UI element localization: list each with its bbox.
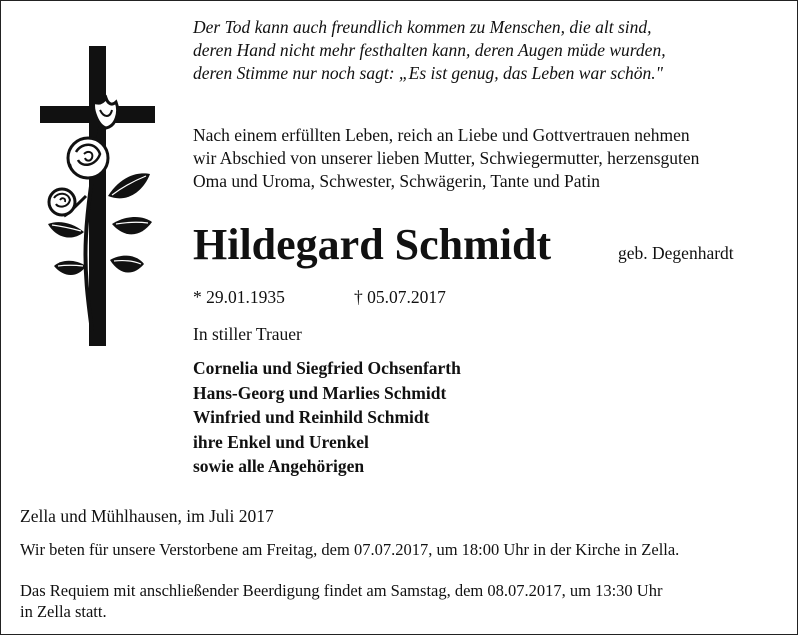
intro-line: wir Abschied von unserer lieben Mutter, Schwiegermutter, herzensguten bbox=[193, 148, 700, 168]
intro-line: Oma und Uroma, Schwester, Schwägerin, Tante und Patin bbox=[193, 171, 600, 191]
requiem-line: Das Requiem mit anschließender Beerdigung findet am Samstag, dem 08.07.2017, um 13:30 Uhr bbox=[20, 581, 663, 600]
intro-text bbox=[193, 124, 793, 193]
prayer-service-info: Wir beten für unsere Verstorbene am Freitag, dem 07.07.2017, um 18:00 Uhr in der Kirche in Zella. bbox=[20, 540, 680, 559]
poem-line: deren Hand nicht mehr festhalten kann, deren Augen müde wurden, bbox=[193, 40, 666, 60]
maiden-name: geb. Degenhardt bbox=[618, 243, 734, 263]
mourning-label: In stiller Trauer bbox=[193, 324, 302, 344]
poem-line: Der Tod kann auch freundlich kommen zu Menschen, die alt sind, bbox=[193, 17, 652, 37]
mourner-item: sowie alle Angehörigen bbox=[193, 456, 365, 476]
cross-with-roses-icon bbox=[36, 46, 160, 346]
place-and-date: Zella und Mühlhausen, im Juli 2017 bbox=[20, 506, 274, 526]
cross-with-roses-svg bbox=[36, 46, 160, 346]
intro-line: Nach einem erfüllten Leben, reich an Liebe und Gottvertrauen nehmen bbox=[193, 125, 690, 145]
mourner-item: Winfried und Reinhild Schmidt bbox=[193, 407, 430, 427]
death-date: † 05.07.2017 bbox=[354, 287, 446, 307]
rose-large bbox=[68, 138, 108, 178]
mourner-item: ihre Enkel und Urenkel bbox=[193, 431, 369, 452]
mourner-item: Hans-Georg und Marlies Schmidt bbox=[193, 382, 447, 403]
deceased-name: Hildegard Schmidt bbox=[193, 220, 552, 269]
rose-small bbox=[49, 189, 75, 215]
requiem-info bbox=[20, 580, 790, 622]
poem-line: deren Stimme nur noch sagt: „Es ist genug, das Leben war schön." bbox=[193, 63, 663, 83]
mourner-item: Cornelia und Siegfried Ochsenfarth bbox=[193, 358, 461, 378]
memorial-poem bbox=[193, 16, 793, 85]
birth-date: * 29.01.1935 bbox=[193, 287, 285, 307]
requiem-line: in Zella statt. bbox=[20, 602, 107, 621]
mourners-list bbox=[193, 356, 461, 479]
